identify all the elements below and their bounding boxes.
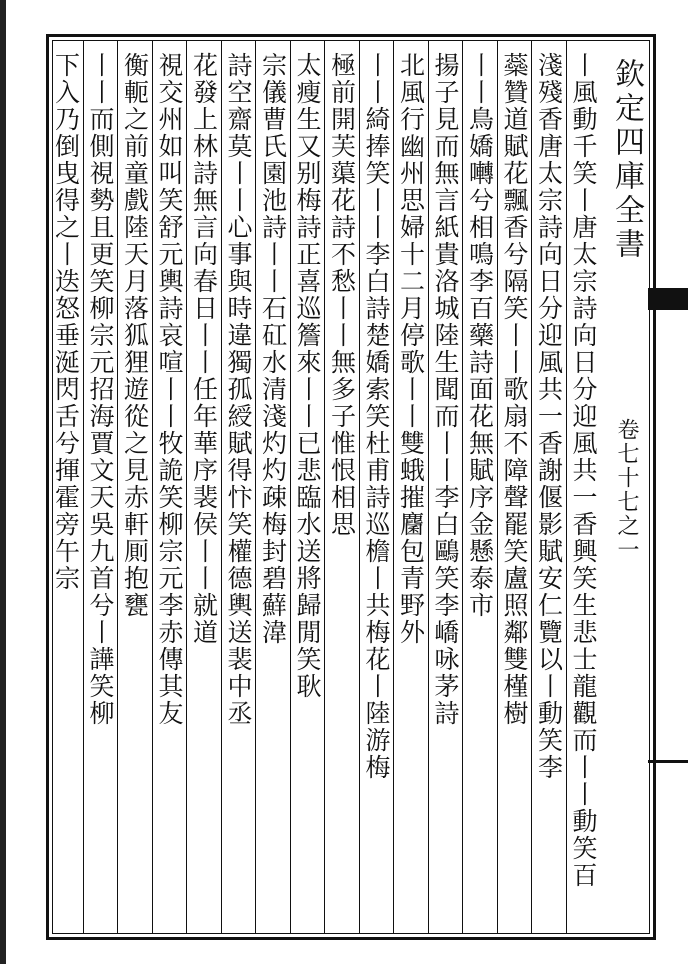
text-column-8: 極前開芙蕖花詩不愁丨丨無多子惟恨相思 [327, 52, 357, 538]
column-rule [462, 40, 463, 934]
text-column-6: 北風行幽州思婦十二月停歌丨丨雙蛾摧麕包青野外 [396, 52, 426, 646]
scan-edge-shadow [0, 0, 6, 964]
text-column-1: 丨風動千笑丨唐太宗詩向日分迎風共一香興笑生悲士龍觀而丨丨動笑百 [569, 52, 598, 889]
text-column-15: 丨丨而側視勢且更笑柳宗元招海賈文天吳九首兮丨譁笑柳 [86, 52, 115, 727]
column-rule [290, 40, 291, 934]
column-rule [428, 40, 429, 934]
column-rule [566, 40, 567, 934]
text-column-16: 下入乃倒曳得之丨迭怒垂涎閃舌兮揮霍旁午宗 [51, 52, 81, 592]
text-column-5: 揚子見而無言紙貴洛城陸生聞而丨丨李白鷗笑李嶠咏茅詩 [431, 52, 460, 727]
margin-book-title: 欽定四庫全書 [609, 58, 644, 262]
column-rule [497, 40, 498, 934]
column-rule [531, 40, 532, 934]
text-column-2: 淺殘香唐太宗詩向日分迎風共一香謝偃影賦安仁覽以丨動笑李 [534, 52, 564, 781]
column-rule [221, 40, 222, 934]
text-column-10: 宗儀曹氏園池詩丨丨石矼水清淺灼灼疎梅封碧蘚湋 [258, 52, 288, 646]
margin-rule [648, 760, 688, 763]
text-column-11: 詩空齋莫丨丨心事與時違獨孤綬賦得忭笑權德輿送裴中丞 [224, 52, 253, 727]
column-rule [393, 40, 394, 934]
text-column-7: 丨丨綺捧笑丨丨李白詩楚嬌索笑杜甫詩巡檐丨共梅花丨陸游梅 [362, 52, 391, 781]
column-rule [255, 40, 256, 934]
text-column-13: 視交州如叫笑舒元輿詩哀喧丨丨牧詭笑柳宗元李赤傳其友 [155, 52, 184, 727]
text-column-12: 花發上林詩無言向春日丨丨任年華序裴侯丨丨就道 [189, 52, 219, 646]
fish-tail-mark [648, 288, 688, 310]
column-rule [324, 40, 325, 934]
column-rule [152, 40, 153, 934]
margin-volume-label: 卷七十七之一 [614, 418, 639, 562]
column-rule [83, 40, 84, 934]
column-rule [117, 40, 118, 934]
column-rule [186, 40, 187, 934]
text-column-14: 衡軛之前童戲陸天月落狐狸遊從之見赤軒厠抱甕 [120, 52, 150, 619]
text-column-4: 丨丨鳥嬌囀兮相鳴李百藥詩面花無賦序金懸泰市 [465, 52, 495, 619]
text-column-9: 太瘦生又别梅詩正喜巡簷來丨丨已悲臨水送將歸閒笑耿 [293, 52, 322, 700]
column-rule [359, 40, 360, 934]
text-column-3: 蘂贊道賦花飄香兮隔笑丨丨歌扇不障聲罷笑盧照鄰雙槿樹 [500, 52, 529, 727]
